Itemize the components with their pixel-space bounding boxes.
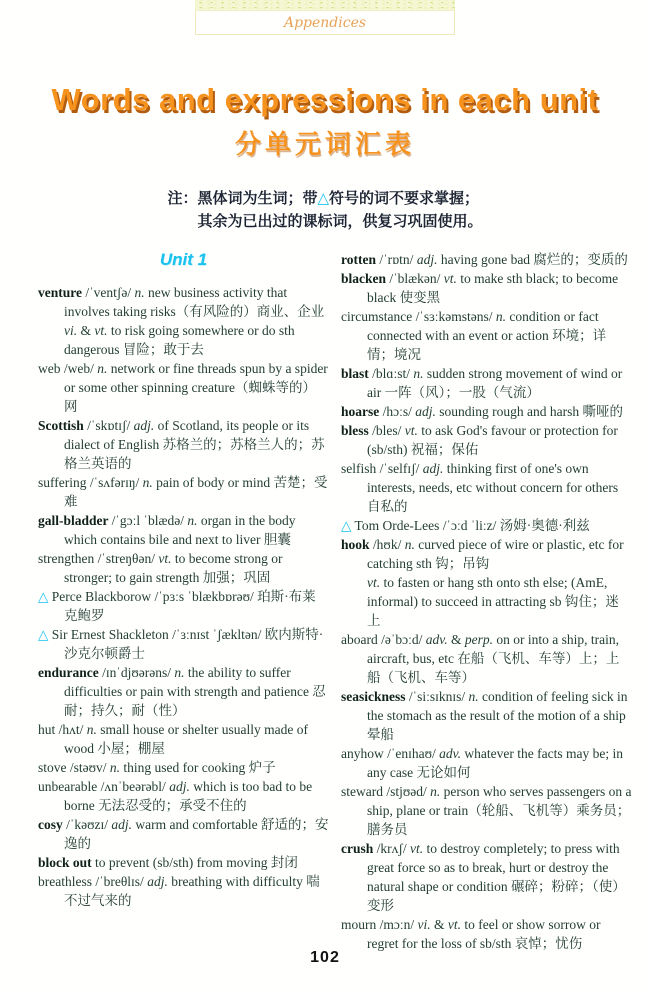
headword: endurance — [38, 665, 103, 680]
dictionary-entry — [38, 720, 329, 758]
entry-text: the ability to suffer difficulties or pain with strength and patience 忍耐；持久；耐（性） — [64, 665, 326, 718]
entry-text: thinking first of one's own interests, needs, etc without concern for others 自私的 — [367, 461, 619, 514]
entry-text: network or fine threads spun by a spider or some other spinning creature（蜘蛛等的）网 — [64, 361, 328, 414]
dictionary-entry — [341, 782, 632, 839]
headword: blacken — [341, 271, 390, 286]
entry-text: sounding rough and harsh 嘶哑的 — [435, 404, 623, 419]
entry-text: n. — [468, 689, 479, 704]
entry-text: vt. — [443, 271, 457, 286]
entry-text: n. — [430, 784, 441, 799]
entry-text: n. — [174, 665, 185, 680]
vocabulary-columns — [38, 250, 632, 953]
entry-text: vt. — [158, 551, 172, 566]
dictionary-entry — [341, 421, 632, 459]
headword: block out — [38, 855, 92, 870]
entry-text: adv. — [439, 746, 462, 761]
entry-text: vi. — [64, 323, 78, 338]
entry-text: selfish /ˈselfɪʃ/ — [341, 461, 423, 476]
column-left — [38, 250, 329, 953]
entry-text: stove /stəʊv/ — [38, 760, 110, 775]
entry-text: vt. — [404, 423, 418, 438]
entry-text: on or into a ship, train, aircraft, bus, etc 在船（飞机、车等）上；上船（飞机、车等） — [367, 632, 620, 685]
headword: bless — [341, 423, 373, 438]
dictionary-entry — [38, 416, 329, 473]
entry-text: person who serves passengers on a ship, plane or train（轮船、飞机等）乘务员；膳务员 — [367, 784, 632, 837]
entry-text: condition or fact connected with an event or action 环境；详情；境况 — [367, 309, 607, 362]
headword: gall-bladder — [38, 513, 112, 528]
dictionary-entry — [38, 587, 329, 625]
entry-text: & — [447, 632, 465, 647]
appendix-label: Appendices — [283, 14, 367, 31]
entry-text: sudden strong movement of wind or air 一阵（风）；一股（气流） — [367, 366, 623, 400]
dictionary-entry — [38, 473, 329, 511]
entry-text: n. — [97, 361, 108, 376]
entry-text: pain of body or mind 苦楚；受难 — [64, 475, 328, 509]
entry-text: to prevent (sb/sth) from moving 封闭 — [91, 855, 298, 870]
dictionary-entry — [38, 625, 329, 663]
dictionary-entry — [38, 549, 329, 587]
entry-text: /ˈsiːsɪknɪs/ — [408, 689, 469, 704]
entry-text: /krʌʃ/ — [376, 841, 411, 856]
entry-text: /ˈventʃə/ — [85, 285, 135, 300]
usage-note-text — [167, 187, 482, 233]
entry-text: small house or shelter usually made of wood 小屋；棚屋 — [64, 722, 308, 756]
dictionary-entry — [38, 758, 329, 777]
entry-text: to ask God's favour or protection for (sb/sth) 祝福；保佑 — [367, 423, 618, 457]
entry-text: adv. — [425, 632, 448, 647]
dictionary-entry — [341, 307, 632, 364]
dictionary-entry — [38, 853, 329, 872]
unit-1-label: Unit 1 — [159, 250, 208, 269]
headword: seasickness — [341, 689, 409, 704]
page-number: 102 — [310, 949, 340, 966]
entry-text: & — [77, 323, 95, 338]
entry-text: /ˈgɔːl ˈblædə/ — [111, 513, 188, 528]
dictionary-entry — [341, 459, 632, 516]
entry-text: n. — [86, 722, 97, 737]
headword: blast — [341, 366, 373, 381]
headword: hoarse — [341, 404, 383, 419]
entry-text: adj. — [422, 461, 444, 476]
headword: hook — [341, 537, 373, 552]
entry-text: /ˈskɒtɪʃ/ — [87, 418, 134, 433]
entry-text: n. — [187, 513, 198, 528]
entry-text: new business activity that involves taking risks（有风险的）商业、企业 — [64, 285, 325, 319]
entry-text: /hʊk/ — [372, 537, 405, 552]
entries-right — [341, 250, 632, 953]
entry-text: to fasten or hang sth onto sth else; (AmE, informal) to succeed in attracting sb 钩住；迷上 — [367, 575, 619, 628]
entry-text: vt. — [410, 841, 424, 856]
entry-text: to risk going somewhere or do sth dangerous 冒险；敢于去 — [64, 323, 295, 357]
headword: cosy — [38, 817, 67, 832]
entry-text: adj. — [147, 874, 168, 889]
entry-text: warm and comfortable 舒适的；安逸的 — [64, 817, 329, 851]
column-right — [341, 250, 632, 953]
triangle-marker: △ — [38, 627, 52, 642]
entry-text: adj. — [416, 252, 438, 267]
dictionary-entry — [341, 250, 632, 269]
dictionary-entry — [38, 359, 329, 416]
dictionary-entry — [38, 283, 329, 359]
entry-text: adj. — [169, 779, 190, 794]
dictionary-entry — [38, 777, 329, 815]
entry-text: web /web/ — [38, 361, 98, 376]
entry-text: breathing with difficulty 喘不过气来的 — [64, 874, 320, 908]
triangle-marker: △ — [38, 589, 52, 604]
entry-text: of Scotland, its people or its dialect of English 苏格兰的；苏格兰人的；苏格兰英语的 — [64, 418, 325, 471]
entry-text: whatever the facts may be; in any case 无论如何 — [367, 746, 623, 780]
entry-text: /ˈblækən/ — [389, 271, 444, 286]
entry-text: /ˈrɒtn/ — [379, 252, 417, 267]
page-title: Words and expressions in each unit — [51, 82, 599, 117]
entry-text: mourn /mɔːn/ — [341, 917, 418, 932]
triangle-symbol: △ — [317, 190, 330, 207]
entry-text: organ in the body which contains bile and next to liver 胆囊 — [64, 513, 296, 547]
usage-note — [0, 187, 650, 233]
appendix-label-box — [195, 10, 455, 35]
entry-text: /ɪnˈdjʊərəns/ — [102, 665, 175, 680]
entry-text: hut /hʌt/ — [38, 722, 87, 737]
entry-text: n. — [142, 475, 153, 490]
dictionary-entry — [341, 687, 632, 744]
entry-text: steward /stjʊəd/ — [341, 784, 431, 799]
entry-text: & — [430, 917, 448, 932]
entry-text: to feel or show sorrow or regret for the loss of sb/sth 哀悼；忧伤 — [367, 917, 601, 951]
entry-text: aboard /əˈbɔːd/ — [341, 632, 426, 647]
entry-text: which is too bad to be borne 无法忍受的；承受不住的 — [64, 779, 313, 813]
entry-text: thing used for cooking 炉子 — [120, 760, 276, 775]
entry-text: anyhow /ˈenɪhaʊ/ — [341, 746, 440, 761]
dictionary-entry — [38, 872, 329, 910]
entry-text: /blɑːst/ — [372, 366, 414, 381]
headword: crush — [341, 841, 377, 856]
entry-text: to destroy completely; to press with great force so as to break, hurt or destroy the natural shape or condition 碾碎；粉碎；（使）变形 — [367, 841, 626, 913]
triangle-marker: △ — [341, 518, 355, 533]
entry-text: Perce Blackborow /ˈpɜːs ˈblækbɒrəʊ/ 珀斯·布莱克鲍罗 — [51, 589, 316, 623]
dictionary-entry — [341, 744, 632, 782]
entry-text: curved piece of wire or plastic, etc for catching sth 钩；吊钩 — [367, 537, 624, 571]
entry-text: adj. — [415, 404, 436, 419]
entry-text: unbearable /ʌnˈbeərəbl/ — [38, 779, 170, 794]
entry-text: /bles/ — [372, 423, 405, 438]
dictionary-entry — [341, 516, 632, 535]
appendix-tab-decoration — [195, 0, 455, 10]
dictionary-entry — [341, 915, 632, 953]
note-line-1 — [167, 187, 482, 210]
entry-text: to make sth black; to become black 使变黑 — [367, 271, 619, 305]
entry-text: vt. — [447, 917, 462, 932]
entry-text: vt. — [94, 323, 108, 338]
entry-text: strengthen /ˈstreŋθən/ — [38, 551, 159, 566]
entry-text: to become strong or stronger; to gain strength 加强；巩固 — [64, 551, 283, 585]
entry-text: suffering /ˈsʌfərɪŋ/ — [38, 475, 143, 490]
entry-text: n. — [109, 760, 121, 775]
entry-text: Sir Ernest Shackleton /ˈɜːnɪst ˈʃækltən/ 欧内斯特·沙克尔顿爵士 — [51, 627, 324, 661]
page-subtitle-cn: 分单元词汇表 — [234, 130, 415, 159]
dictionary-entry — [38, 815, 329, 853]
dictionary-entry — [341, 364, 632, 402]
entry-text: circumstance /ˈsɜːkəmstəns/ — [341, 309, 496, 324]
entry-text: having gone bad 腐烂的；变质的 — [437, 252, 628, 267]
dictionary-entry — [38, 663, 329, 720]
dictionary-entry — [341, 839, 632, 915]
entry-text: adj. — [133, 418, 155, 433]
dictionary-entry — [341, 402, 632, 421]
dictionary-entry — [341, 535, 632, 630]
dictionary-entry — [341, 269, 632, 307]
appendix-tab — [195, 0, 455, 35]
note-line-1-post: 符号的词不要求掌握； — [329, 190, 480, 207]
entry-text: adj. — [111, 817, 133, 832]
entry-text: /ˈkəʊzɪ/ — [66, 817, 112, 832]
entry-text: n. — [134, 285, 145, 300]
note-line-1-pre: 注：黑体词为生词；带 — [167, 190, 318, 207]
entry-text: /hɔːs/ — [382, 404, 416, 419]
entry-text: vt. — [367, 575, 381, 590]
note-line-2: 其余为已出过的课标词，供复习巩固使用。 — [197, 213, 483, 230]
entry-text: breathless /ˈbreθlɪs/ — [38, 874, 148, 889]
entry-text: n. — [404, 537, 415, 552]
entries-left — [38, 283, 329, 910]
headword: rotten — [341, 252, 380, 267]
dictionary-entry — [38, 511, 329, 549]
entry-text: perp. — [464, 632, 493, 647]
dictionary-entry — [341, 630, 632, 687]
entry-text: condition of feeling sick in the stomach as the result of the motion of a ship 晕船 — [367, 689, 628, 742]
headword: Scottish — [38, 418, 88, 433]
entry-text: n. — [413, 366, 424, 381]
entry-text: Tom Orde-Lees /ˈɔːd ˈliːz/ 汤姆·奥德·利兹 — [354, 518, 590, 533]
headword: venture — [38, 285, 86, 300]
entry-text: n. — [495, 309, 506, 324]
entry-text: vi. — [417, 917, 431, 932]
